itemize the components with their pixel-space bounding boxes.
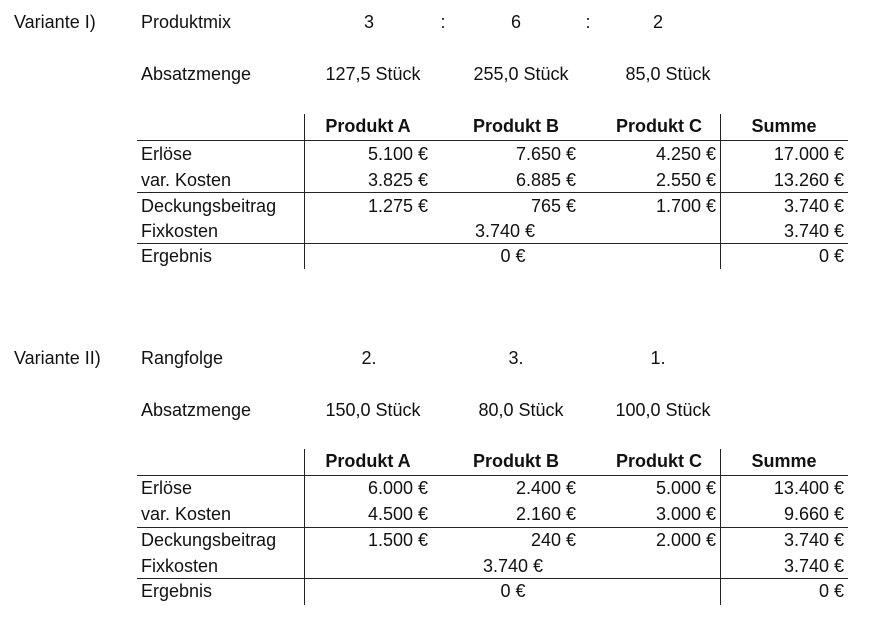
cell: 0 €: [818, 246, 844, 266]
column-header: Produkt A: [325, 116, 411, 136]
quantity-a: 127,5 Stück: [325, 64, 421, 84]
table-divider: [137, 243, 848, 244]
row-label: Ergebnis: [141, 246, 213, 266]
mix-value-c: 2: [652, 12, 664, 32]
cell: 13.400 €: [773, 478, 844, 498]
cell: 6.885 €: [515, 170, 576, 190]
cell: 4.500 €: [367, 504, 428, 524]
cell: 2.160 €: [515, 504, 576, 524]
row-label: Fixkosten: [141, 556, 219, 576]
table-divider: [137, 475, 848, 476]
cell: 3.740 €: [783, 221, 844, 241]
cell: 4.250 €: [655, 144, 716, 164]
cell: 3.740 €: [783, 530, 844, 550]
row-label: Erlöse: [141, 144, 193, 164]
quantity-b: 80,0 Stück: [478, 400, 564, 420]
column-header: Produkt B: [472, 116, 560, 136]
column-header: Produkt B: [472, 451, 560, 471]
table-divider: [137, 192, 848, 193]
cell: 17.000 €: [773, 144, 844, 164]
cell: 3.000 €: [655, 504, 716, 524]
mix-separator: :: [440, 12, 446, 32]
cell: 3.740 €: [783, 196, 844, 216]
cell: 765 €: [530, 196, 576, 216]
cell: 2.550 €: [655, 170, 716, 190]
quantity-label: Absatzmenge: [141, 64, 252, 84]
quantity-c: 85,0 Stück: [625, 64, 711, 84]
quantity-a: 150,0 Stück: [325, 400, 421, 420]
cell: 2.400 €: [515, 478, 576, 498]
cell: 1.700 €: [655, 196, 716, 216]
row-label: Erlöse: [141, 478, 193, 498]
table-divider: [137, 578, 848, 579]
cell: 3.740 €: [474, 221, 536, 241]
cell: 5.000 €: [655, 478, 716, 498]
cell: 0 €: [500, 246, 526, 266]
cell: 13.260 €: [773, 170, 844, 190]
cell: 0 €: [818, 581, 844, 601]
cell: 6.000 €: [367, 478, 428, 498]
cell: 3.740 €: [482, 556, 544, 576]
table-divider: [137, 527, 848, 528]
rank-value-b: 3.: [508, 348, 524, 368]
column-header: Summe: [751, 451, 817, 471]
cell: 7.650 €: [515, 144, 576, 164]
row-label: Fixkosten: [141, 221, 219, 241]
cell: 0 €: [500, 581, 526, 601]
cell: 240 €: [530, 530, 576, 550]
rank-label: Rangfolge: [141, 348, 224, 368]
column-header: Produkt A: [325, 451, 411, 471]
quantity-c: 100,0 Stück: [615, 400, 711, 420]
mix-value-a: 3: [363, 12, 375, 32]
row-label: Deckungsbeitrag: [141, 530, 277, 550]
cell: 3.740 €: [783, 556, 844, 576]
mix-label: Produktmix: [141, 12, 232, 32]
mix-separator: :: [585, 12, 591, 32]
row-label: Deckungsbeitrag: [141, 196, 277, 216]
section-label: Variante II): [14, 348, 101, 368]
rank-value-c: 1.: [650, 348, 666, 368]
column-header: Produkt C: [615, 451, 703, 471]
column-header: Produkt C: [615, 116, 703, 136]
cell: 9.660 €: [783, 504, 844, 524]
quantity-b: 255,0 Stück: [473, 64, 569, 84]
column-header: Summe: [751, 116, 817, 136]
row-label: var. Kosten: [141, 504, 232, 524]
cell: 2.000 €: [655, 530, 716, 550]
row-label: var. Kosten: [141, 170, 232, 190]
row-label: Ergebnis: [141, 581, 213, 601]
quantity-label: Absatzmenge: [141, 400, 252, 420]
table-divider: [137, 140, 848, 141]
cell: 1.500 €: [367, 530, 428, 550]
cell: 3.825 €: [367, 170, 428, 190]
mix-value-b: 6: [510, 12, 522, 32]
section-label: Variante I): [14, 12, 96, 32]
cell: 1.275 €: [367, 196, 428, 216]
rank-value-a: 2.: [361, 348, 377, 368]
cell: 5.100 €: [367, 144, 428, 164]
